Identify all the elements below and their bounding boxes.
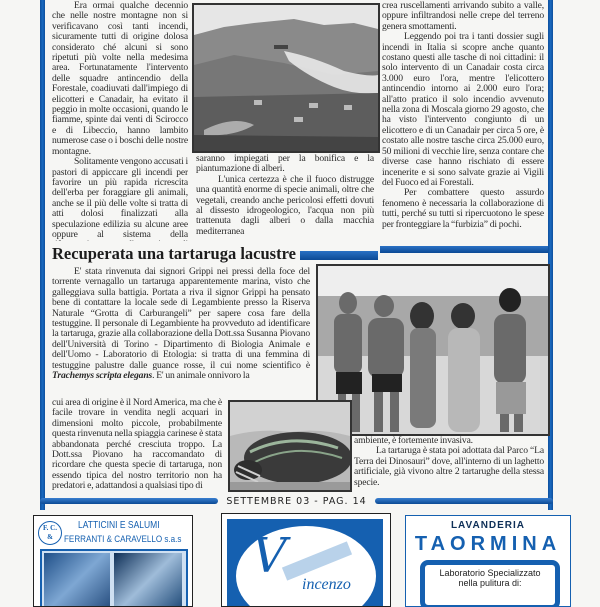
- ad1-photo-salumi: [114, 553, 182, 607]
- ad3-name: TAORMINA: [414, 533, 562, 555]
- article2-body-top: [52, 267, 310, 395]
- article1-col3-para3: Per combattere questo assurdo fenomeno è necessaria la collaborazione di tutti, perché su tutti si ripercuotono le spese per fronteggiare la “furbizia” di pochi.: [382, 187, 544, 230]
- article2-para3: ambiente, è fortemente invasiva.: [354, 436, 473, 446]
- fc-logo: [38, 521, 62, 545]
- vincenzo-initial: V: [252, 528, 287, 584]
- ad3-line2: nella pulitura di:: [458, 578, 522, 588]
- article2-para1-text: E' stata rinvenuta dai signori Grippi nei pressi della foce del torrente vernagallo un tartaruga apparentemente marina, visto che galleggiava sulla battigia. Portata a riva il signor Grippi ha pensato bene di contattare la locale sede di Legambiente presso la Riserva Naturale “Grotta di Carburangeli” per sapere cosa fare della testuggine. Il personale di Legambiente ha provveduto ad identificare la tartaruga, grazie alla collaborazione della Dott.ssa Susanna Piovano dell'Università di Torino - Dipartimento di Biologia Animale e dell'Uomo - Laboratorio di Etologia: si tratta di una femmina di testuggine palustre dalle guance rosse, il cui nome scientifico è: [52, 267, 310, 371]
- article1-col3-para1: crea ruscellamenti arrivando subito a valle, oppure infiltrandosi nelle crepe del terreno genera smottamenti.: [382, 1, 544, 32]
- ad1-title: LATTICINI E SALUMI: [78, 520, 160, 531]
- article1-column1: [52, 1, 188, 241]
- article2-para2: cui area di origine è il Nord America, ma che è facile trovare in vendita negli acquari in dimensioni molto piccole, probabilmente questa rinvenuta nella spiaggia carinese è stata abbandonata perché cresciuta troppo. La Dott.ssa Piovano ha raccomandato di ricordare che questa specie di tartaruga, non essendo tipica del nostro territorio non ha predatori e, adattandosi a qualsiasi tipo di: [52, 398, 222, 490]
- ad1-photo-frame: [40, 549, 188, 607]
- article1-column2: [196, 154, 374, 242]
- article2-headline-row: [52, 244, 378, 264]
- ad3-label: LAVANDERIA: [450, 520, 526, 531]
- page-footer: [40, 494, 553, 508]
- article1-col2-para2: L'unica certezza è che il fuoco distrugge una quantità enorme di specie animali, oltre che vegetali, creando anche pericolosi effetti dovuti al dissesto idrogeologico, l'acqua non più trattenuta dagli alberi o dalla macchia mediterranea: [196, 173, 374, 237]
- footer-bar-right: [375, 498, 553, 504]
- fc-logo-line1: F. C.: [43, 524, 57, 532]
- article2-para1: [52, 267, 310, 381]
- ad3-line1: Laboratorio Specializzato: [439, 568, 541, 578]
- turtle-photo: [228, 400, 352, 492]
- article1-col3-para2: Leggendo poi tra i tanti dossier sugli incendi in Italia si scopre anche quanto costano questi alle tasche di noi cittadini: il solo intervento di un Canadair costa circa 3.000 euro l'ora, mentre l'elicottero antincendio intorno ai 2.000 euro l'ora; all'atto pratico il solo incendio avvenuto nella zona di Moscala giorno 29 agosto, che ha visto l'intervento congiunto di un elicottero e di un Canadair per circa 5 ore, è costato alle nostre tasche circa 25.000 euro, 50 milioni di vecchie lire, senza contare che diverse case hanno rischiato di essere incenerite e si sono salvate grazie ai Vigili del Fuoco ed ai Forestali.: [382, 31, 544, 188]
- article1-col1-para1: Era ormai qualche decennio che nelle nostre montagne non si verificavano così tanti incendi, sicuramente tutti di origine dolosa considerato ché alcuni si sono ripetuti più volte nella medesima area. Fortunatamente l'intervento delle squadre antincendio della Forestale, coadiuvati dall'impiego di elicotteri e Canadair, ha evitato il peggio in molte occasioni, quando le fiamme, spinte dai venti di Scirocco e di Libeccio, hanno lambito numerose case o i boschi delle nostre montagne.: [52, 1, 188, 157]
- headline-bar: [300, 251, 378, 260]
- ad1-subtitle: FERRANTI & CARAVELLO s.a.s: [64, 534, 182, 545]
- article1-col2-para1: saranno impiegati per la bonifica e la piantumazione di alberi.: [196, 154, 374, 175]
- footer-bar-left: [40, 498, 218, 504]
- ad-vincenzo[interactable]: [221, 513, 391, 607]
- left-margin-bar: [40, 0, 45, 510]
- article1-column3: [382, 1, 544, 241]
- article1-bottom-rule: [380, 246, 548, 253]
- article2-body-left: [52, 398, 222, 490]
- article2-para4: La tartaruga è stata poi adottata dal Parco “La Terra dei Dinosauri” dove, all'interno di un laghetto artificiale, già vivono altre 2 tartarughe della stessa specie.: [354, 445, 544, 488]
- article2-headline: Recuperata una tartaruga lacustre: [52, 244, 296, 263]
- helicopter-fire-photo: [192, 3, 380, 153]
- vincenzo-logo-text: incenzo: [302, 576, 351, 593]
- ad-latticini-ferranti[interactable]: [33, 515, 193, 607]
- ad-lavanderia-taormina[interactable]: [405, 515, 571, 607]
- photo-helicopter-mountain: [194, 5, 378, 151]
- article2-para1-end: . E' un animale onnivoro la: [152, 370, 250, 382]
- page-number-label: SETTEMBRE 03 - PAG. 14: [226, 495, 367, 507]
- scientific-name: Trachemys scripta elegans: [52, 370, 153, 382]
- photo-people-on-beach: [318, 266, 548, 434]
- ad1-photo-cheeses: [44, 553, 110, 607]
- article2-body-right: [354, 436, 544, 492]
- article1-col1-para2: Solitamente vengono accusati i pastori di appiccare gli incendi per favorire un più rapida ricrescita dell'erba per foraggiare gli animali, anche se il più delle volte si tratta di atti dolosi finalizzati alla speculazione edilizia su alcune aree oppure al sistema della: [52, 156, 188, 240]
- fc-logo-line2: &: [47, 533, 53, 541]
- photo-turtle: [230, 402, 350, 490]
